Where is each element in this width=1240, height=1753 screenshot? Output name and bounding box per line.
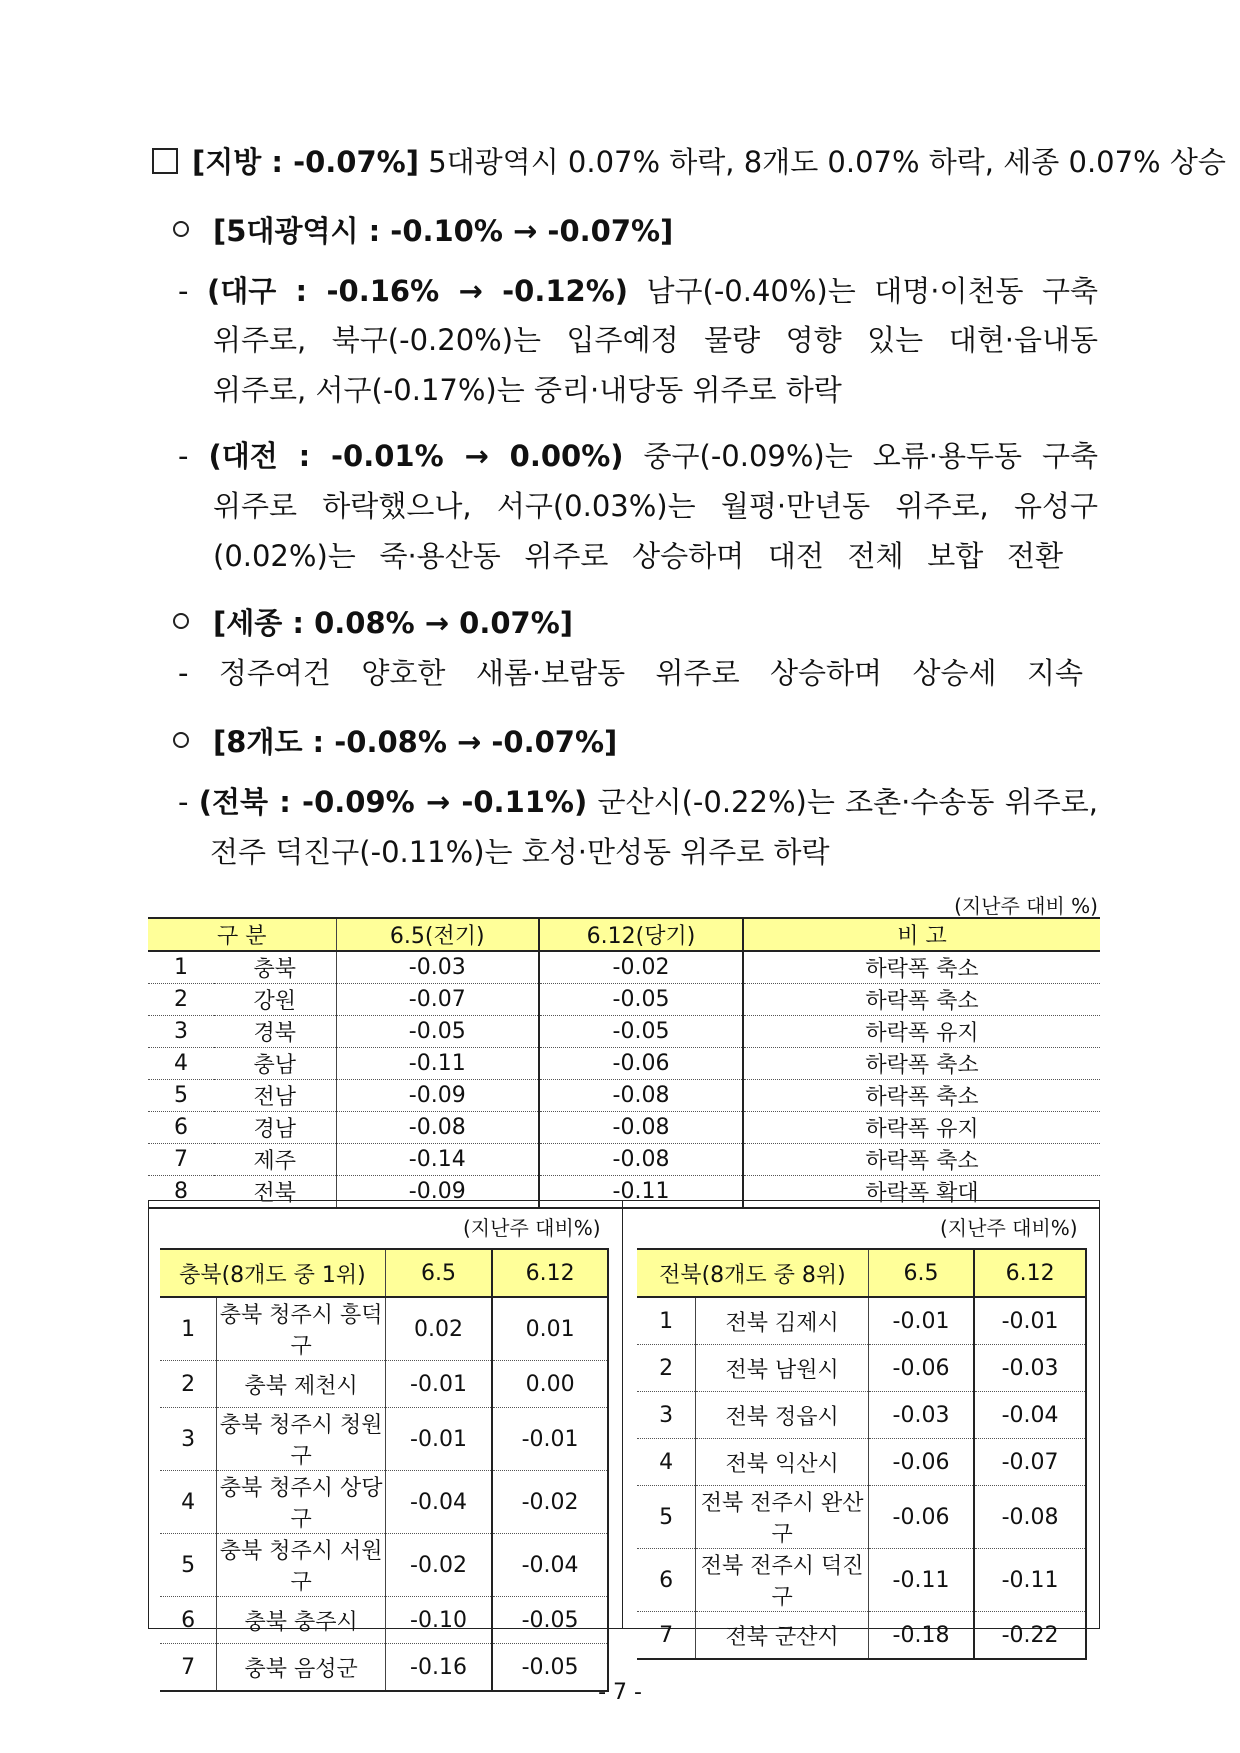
district-cell: 충북 음성군: [217, 1644, 386, 1692]
rank-cell: 6: [160, 1597, 217, 1644]
rank-cell: 3: [160, 1408, 217, 1471]
prev-value-cell: -0.02: [385, 1534, 492, 1597]
jeonbuk-line-1: - (전북 : -0.09% → -0.11%) 군산시(-0.22%)는 조촌·수송동 위주로,: [178, 785, 1098, 819]
table-row: [160, 1297, 608, 1361]
note-cell: 하락폭 축소: [743, 1144, 1100, 1176]
prev-value-cell: -0.18: [868, 1612, 974, 1660]
prev-value-cell: -0.09: [336, 1080, 539, 1112]
curr-value-cell: -0.11: [974, 1549, 1086, 1612]
sejong-line-1: - 정주여건 양호한 새롬·보람동 위주로 상승하며 상승세 지속: [178, 656, 1083, 690]
region-cell: 경북: [214, 1016, 336, 1048]
header-region: 전북(8개도 중 8위): [637, 1249, 868, 1297]
prev-value-cell: -0.16: [385, 1644, 492, 1692]
prev-value-cell: -0.09: [336, 1176, 539, 1209]
provinces-title-text: [8개도 : -0.08% → -0.07%]: [213, 725, 618, 759]
region-cell: 경남: [214, 1112, 336, 1144]
prev-value-cell: -0.14: [336, 1144, 539, 1176]
rank-cell: 1: [160, 1297, 217, 1361]
jeonbuk-line-2: 전주 덕진구(-0.11%)는 호성·만성동 위주로 하락: [210, 835, 830, 869]
header-prev-week: 6.5(전기): [336, 918, 539, 951]
curr-value-cell: -0.08: [539, 1112, 743, 1144]
left-table-unit: (지난주 대비%): [463, 1216, 601, 1240]
circle-bullet-icon: [173, 613, 189, 629]
table-row: [148, 984, 1100, 1016]
table-row: [637, 1486, 1086, 1549]
curr-value-cell: -0.08: [974, 1486, 1086, 1549]
district-cell: 충북 청주시 서원구: [217, 1534, 386, 1597]
table-header-row: [160, 1249, 608, 1297]
header-prev-week: 6.5: [868, 1249, 974, 1297]
note-cell: 하락폭 축소: [743, 951, 1100, 984]
jeonbuk-detail-table: [637, 1248, 1087, 1660]
prev-value-cell: -0.06: [868, 1439, 974, 1486]
table-row: [637, 1439, 1086, 1486]
region-cell: 제주: [214, 1144, 336, 1176]
chungbuk-detail-table: [160, 1248, 609, 1692]
curr-value-cell: -0.07: [974, 1439, 1086, 1486]
region-cell: 전북: [214, 1176, 336, 1209]
jeonbuk-text-1: 군산시(-0.22%)는 조촌·수송동 위주로,: [587, 785, 1098, 819]
rank-cell: 3: [148, 1016, 214, 1048]
table-row: [148, 1016, 1100, 1048]
prev-value-cell: -0.01: [868, 1297, 974, 1345]
daegu-line-1: - (대구 : -0.16% → -0.12%) 남구(-0.40%)는 대명·이천동 구축: [178, 274, 1099, 308]
prev-value-cell: -0.01: [385, 1408, 492, 1471]
rank-cell: 6: [637, 1549, 696, 1612]
curr-value-cell: -0.05: [492, 1644, 608, 1692]
curr-value-cell: -0.22: [974, 1612, 1086, 1660]
header-region: 충북(8개도 중 1위): [160, 1249, 385, 1297]
table-header-row: [148, 918, 1100, 951]
circle-bullet-icon: [173, 732, 189, 748]
district-cell: 충북 청주시 상당구: [217, 1471, 386, 1534]
note-cell: 하락폭 축소: [743, 1080, 1100, 1112]
district-cell: 충북 충주시: [217, 1597, 386, 1644]
rank-cell: 1: [637, 1297, 696, 1345]
prev-value-cell: -0.05: [336, 1016, 539, 1048]
rank-cell: 2: [637, 1345, 696, 1392]
provinces-title: [173, 723, 617, 761]
curr-value-cell: -0.04: [974, 1392, 1086, 1439]
note-cell: 하락폭 유지: [743, 1016, 1100, 1048]
table-row: [148, 1080, 1100, 1112]
curr-value-cell: -0.08: [539, 1144, 743, 1176]
district-cell: 전북 군산시: [696, 1612, 868, 1660]
daejeon-text-1: 중구(-0.09%)는 오류·용두동 구축: [623, 439, 1098, 473]
rank-cell: 5: [160, 1534, 217, 1597]
header-note: 비 고: [743, 918, 1100, 951]
prev-value-cell: -0.11: [868, 1549, 974, 1612]
curr-value-cell: -0.02: [492, 1471, 608, 1534]
curr-value-cell: -0.02: [539, 951, 743, 984]
rank-cell: 7: [160, 1644, 217, 1692]
prev-value-cell: -0.11: [336, 1048, 539, 1080]
jeonbuk-label: (전북 : -0.09% → -0.11%): [198, 785, 588, 819]
region-cell: 강원: [214, 984, 336, 1016]
header-this-week: 6.12(당기): [539, 918, 743, 951]
heading-label: [지방 : -0.07%]: [192, 145, 419, 179]
daejeon-line-2: 위주로 하락했으나, 서구(0.03%)는 월평·만년동 위주로, 유성구: [213, 489, 1098, 523]
table-row: [160, 1597, 608, 1644]
metro-title-text: [5대광역시 : -0.10% → -0.07%]: [213, 214, 674, 248]
header-prev-week: 6.5: [385, 1249, 492, 1297]
district-cell: 충북 제천시: [217, 1361, 386, 1408]
prev-value-cell: -0.03: [336, 951, 539, 984]
rank-cell: 5: [148, 1080, 214, 1112]
district-cell: 전북 남원시: [696, 1345, 868, 1392]
district-cell: 전북 김제시: [696, 1297, 868, 1345]
curr-value-cell: -0.05: [492, 1597, 608, 1644]
table-row: [637, 1345, 1086, 1392]
rank-cell: 6: [148, 1112, 214, 1144]
prev-value-cell: -0.01: [385, 1361, 492, 1408]
daegu-line-3: 위주로, 서구(-0.17%)는 중리·내당동 위주로 하락: [213, 373, 842, 407]
region-cell: 충북: [214, 951, 336, 984]
prev-value-cell: -0.10: [385, 1597, 492, 1644]
prev-value-cell: 0.02: [385, 1297, 492, 1361]
main-table-unit: (지난주 대비 %): [954, 894, 1098, 918]
table-row: [637, 1549, 1086, 1612]
note-cell: 하락폭 확대: [743, 1176, 1100, 1209]
rank-cell: 4: [148, 1048, 214, 1080]
curr-value-cell: -0.08: [539, 1080, 743, 1112]
curr-value-cell: -0.05: [539, 984, 743, 1016]
region-cell: 전남: [214, 1080, 336, 1112]
table-row: [637, 1392, 1086, 1439]
daejeon-label: (대전 : -0.01% → 0.00%): [208, 439, 624, 473]
district-cell: 전북 정읍시: [696, 1392, 868, 1439]
curr-value-cell: 0.00: [492, 1361, 608, 1408]
curr-value-cell: 0.01: [492, 1297, 608, 1361]
circle-bullet-icon: [173, 221, 189, 237]
curr-value-cell: -0.04: [492, 1534, 608, 1597]
curr-value-cell: -0.01: [974, 1297, 1086, 1345]
region-cell: 충남: [214, 1048, 336, 1080]
page-number: - 7 -: [598, 1680, 642, 1705]
rank-cell: 5: [637, 1486, 696, 1549]
note-cell: 하락폭 축소: [743, 984, 1100, 1016]
table-row: [148, 1112, 1100, 1144]
daegu-text-1: 남구(-0.40%)는 대명·이천동 구축: [628, 274, 1099, 308]
sub-tables-divider: [622, 1200, 623, 1629]
table-header-row: [637, 1249, 1086, 1297]
table-row: [148, 1048, 1100, 1080]
prev-value-cell: -0.07: [336, 984, 539, 1016]
district-cell: 전북 전주시 덕진구: [696, 1549, 868, 1612]
curr-value-cell: -0.11: [539, 1176, 743, 1209]
district-cell: 전북 익산시: [696, 1439, 868, 1486]
right-table-unit: (지난주 대비%): [940, 1216, 1078, 1240]
sejong-title: [173, 604, 573, 642]
rank-cell: 7: [637, 1612, 696, 1660]
table-row: [637, 1612, 1086, 1660]
rank-cell: 2: [148, 984, 214, 1016]
table-row: [160, 1534, 608, 1597]
rank-cell: 1: [148, 951, 214, 984]
prev-value-cell: -0.06: [868, 1345, 974, 1392]
curr-value-cell: -0.05: [539, 1016, 743, 1048]
prev-value-cell: -0.03: [868, 1392, 974, 1439]
province-weekly-table: [148, 917, 1100, 1209]
curr-value-cell: -0.06: [539, 1048, 743, 1080]
rank-cell: 4: [637, 1439, 696, 1486]
rank-cell: 4: [160, 1471, 217, 1534]
daejeon-line-3: (0.02%)는 죽·용산동 위주로 상승하며 대전 전체 보합 전환: [213, 539, 1063, 573]
section-heading: [152, 143, 1226, 181]
rank-cell: 3: [637, 1392, 696, 1439]
daegu-label: (대구 : -0.16% → -0.12%): [206, 274, 629, 308]
district-cell: 전북 전주시 완산구: [696, 1486, 868, 1549]
prev-value-cell: -0.06: [868, 1486, 974, 1549]
curr-value-cell: -0.01: [492, 1408, 608, 1471]
table-row: [160, 1471, 608, 1534]
note-cell: 하락폭 유지: [743, 1112, 1100, 1144]
district-cell: 충북 청주시 청원구: [217, 1408, 386, 1471]
district-cell: 충북 청주시 흥덕구: [217, 1297, 386, 1361]
daejeon-line-1: - (대전 : -0.01% → 0.00%) 중구(-0.09%)는 오류·용두동 구축: [178, 439, 1098, 473]
table-row: [148, 951, 1100, 984]
curr-value-cell: -0.03: [974, 1345, 1086, 1392]
table-row: [160, 1408, 608, 1471]
sejong-title-text: [세종 : 0.08% → 0.07%]: [213, 606, 574, 640]
header-this-week: 6.12: [974, 1249, 1086, 1297]
rank-cell: 2: [160, 1361, 217, 1408]
note-cell: 하락폭 축소: [743, 1048, 1100, 1080]
rank-cell: 8: [148, 1176, 214, 1209]
rank-cell: 7: [148, 1144, 214, 1176]
checkbox-square-icon: [152, 148, 178, 174]
header-category: 구 분: [148, 918, 336, 951]
header-this-week: 6.12: [492, 1249, 608, 1297]
table-row: [148, 1144, 1100, 1176]
daegu-line-2: 위주로, 북구(-0.20%)는 입주예정 물량 영향 있는 대현·읍내동: [213, 323, 1098, 357]
heading-text: 5대광역시 0.07% 하락, 8개도 0.07% 하락, 세종 0.07% 상승: [418, 145, 1226, 179]
prev-value-cell: -0.08: [336, 1112, 539, 1144]
metro-title: [173, 212, 673, 250]
table-row: [160, 1361, 608, 1408]
prev-value-cell: -0.04: [385, 1471, 492, 1534]
table-row: [637, 1297, 1086, 1345]
